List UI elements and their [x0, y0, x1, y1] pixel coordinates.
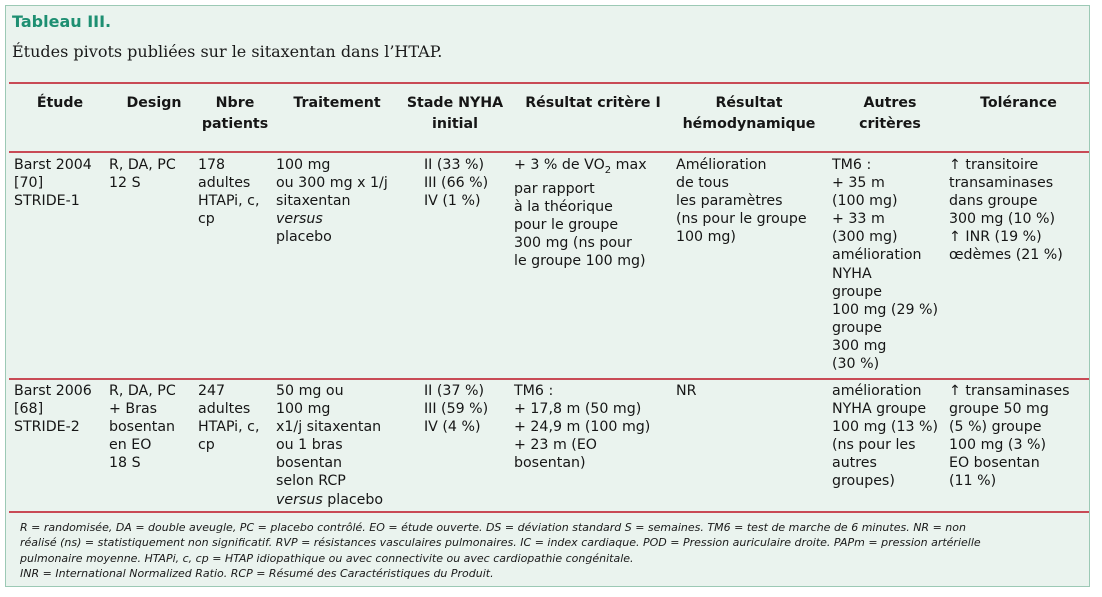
row1-design: R, DA, PC 12 S — [109, 157, 176, 192]
row1-etude: Barst 2004 [70] STRIDE-1 — [14, 157, 92, 210]
header-autres-criteres: Autres critères — [859, 95, 921, 132]
table-panel — [5, 5, 1090, 587]
header-rule — [9, 151, 1089, 153]
row-divider — [9, 378, 1089, 380]
row2-nyha: II (37 %) III (59 %) IV (4 %) — [424, 383, 489, 436]
row2-etude: Barst 2006 [68] STRIDE-2 — [14, 383, 92, 436]
header-stade-nyha: Stade NYHA initial — [406, 95, 504, 132]
header-resultat-hemodynamique: Résultat hémodynamique — [682, 95, 816, 132]
row2-design: R, DA, PC + Bras bosentan en EO 18 S — [109, 383, 176, 472]
row2-traitement: 50 mg ou 100 mg x1/j sitaxentan ou 1 bras bosentan selon RCP versus placebo — [276, 383, 384, 508]
header-tolerance: Tolérance — [980, 95, 1057, 111]
row1-hemodynamique: Amélioration de tous les paramètres (ns pour le groupe 100 mg) — [676, 157, 807, 246]
bottom-rule — [9, 511, 1089, 513]
header-design: Design — [126, 95, 182, 111]
row1-patients: 178 adultes HTAPi, c, cp — [198, 157, 260, 228]
row2-patients: 247 adultes HTAPi, c, cp — [198, 383, 260, 454]
table-label: Tableau III. — [12, 12, 112, 31]
table-footnote: R = randomisée, DA = double aveugle, PC = placebo contrôlé. EO = étude ouverte. DS = déviation standard S = semaines. TM6 = test de marche de 6 minutes. NR = non réalisé (ns) = statistiquement non significatif. RVP = résistances vasculaires pulmonaires. IC = index cardiaque. POD = Pression auriculaire droite. PAPm = pression artérielle pulmonaire moyenne. HTAPi, c, cp = HTAP idiopathique ou avec connectivite ou avec cardiopathie congénitale. INR = International Normalized Ratio. RCP = Résumé des Caractéristiques du Produit. — [20, 521, 981, 580]
header-traitement: Traitement — [293, 95, 381, 111]
row2-autres: amélioration NYHA groupe 100 mg (13 %) (ns pour les autres groupes) — [832, 383, 939, 490]
row2-critere: TM6 : + 17,8 m (50 mg) + 24,9 m (100 mg) + 23 m (EO bosentan) — [514, 383, 651, 472]
table-caption: Études pivots publiées sur le sitaxentan dans l’HTAP. — [12, 42, 443, 61]
row2-hemodynamique: NR — [676, 383, 697, 399]
row2-tolerance: ↑ transaminases groupe 50 mg (5 %) groupe 100 mg (3 %) EO bosentan (11 %) — [949, 383, 1070, 490]
header-nbre-patients: Nbre patients — [201, 95, 269, 132]
row1-autres: TM6 : + 35 m (100 mg) + 33 m (300 mg) amélioration NYHA groupe 100 mg (29 %) groupe 300 mg (30 %) — [832, 157, 939, 373]
row1-traitement: 100 mg ou 300 mg x 1/j sitaxentan versus placebo — [276, 157, 388, 246]
row1-tolerance: ↑ transitoire transaminases dans groupe 300 mg (10 %) ↑ INR (19 %) œdèmes (21 %) — [949, 157, 1063, 264]
row1-critere: + 3 % de $VO_2$ max par rapport à la théorique pour le groupe 300 mg (ns pour le groupe 100 mg) — [514, 157, 647, 270]
top-rule — [9, 82, 1089, 84]
header-resultat-critere: Résultat critère I — [525, 95, 661, 111]
row1-nyha: II (33 %) III (66 %) IV (1 %) — [424, 157, 489, 210]
header-etude: Étude — [36, 95, 84, 111]
